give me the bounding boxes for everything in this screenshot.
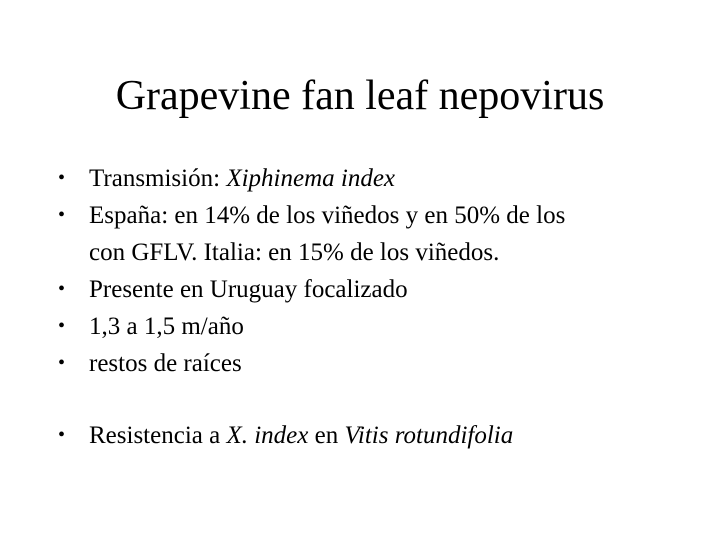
bullet-text: 1,3 a 1,5 m/año [89,313,244,340]
bullet-prefix: Resistencia a [89,422,227,449]
bullet-icon: • [58,278,66,300]
bullet-text: Presente en Uruguay focalizado [89,276,408,303]
bullet-text-line-1: España: en 14% de los viñedos y en 50% de los [89,202,566,229]
bullet-text [89,160,678,197]
bullet-prefix: Transmisión: [89,165,227,192]
bullet-connector: en [308,422,345,449]
species-name: X. index [226,422,309,449]
bullet-text-line-2: con GFLV. Italia: en 15% de los viñedos. [89,239,500,266]
species-name: Xiphinema index [226,165,396,192]
bullet-item-uruguay [58,271,678,308]
bullet-icon: • [58,204,66,226]
bullet-item-resistance [58,417,678,454]
bullet-item-spread-rate [58,308,678,345]
bullet-icon: • [58,352,66,374]
bullet-item-spain-italy [58,197,678,271]
bullet-item-root-remains [58,345,678,382]
bullet-icon: • [58,424,66,446]
bullet-list [58,160,678,454]
bullet-icon: • [58,315,66,337]
slide-title: Grapevine fan leaf nepovirus [115,73,605,119]
bullet-icon: • [58,167,66,189]
bullet-text [89,417,678,454]
host-species-name: Vitis rotundifolia [344,422,514,449]
bullet-text: restos de raíces [89,350,242,377]
bullet-item-transmission [58,160,678,197]
